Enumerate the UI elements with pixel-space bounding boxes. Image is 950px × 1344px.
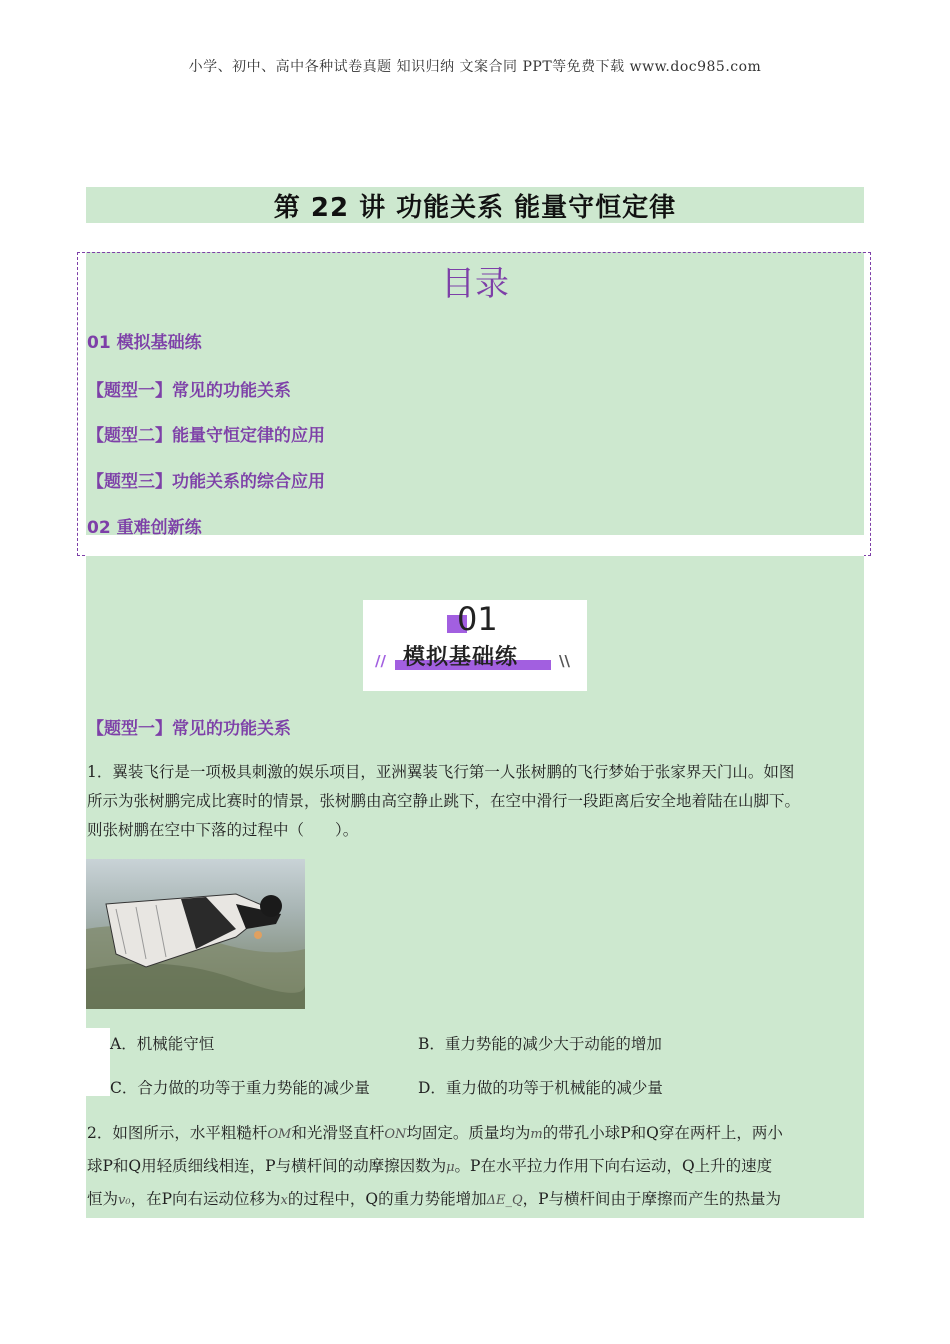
q2-line-3-a: 恒为 xyxy=(87,1190,119,1208)
toc-item-5[interactable]: 02 重难创新练 xyxy=(87,518,202,538)
badge-number: 01 xyxy=(457,600,498,638)
q2-line-3-c: 的过程中，Q的重力势能增加 xyxy=(287,1190,487,1208)
lesson-title-bar xyxy=(86,187,864,223)
toc-item-4[interactable]: 【题型三】功能关系的综合应用 xyxy=(87,472,325,492)
page-header: 小学、初中、高中各种试卷真题 知识归纳 文案合同 PPT等免费下载 www.doc985.com xyxy=(188,59,762,75)
badge-label: 模拟基础练 xyxy=(403,645,519,670)
q2-line-2-a: 球P和Q用轻质细线相连，P与横杆间的动摩擦因数为 xyxy=(87,1157,447,1175)
q2-line-3 xyxy=(87,1185,862,1215)
q1-option-c[interactable]: C．合力做的功等于重力势能的减少量 xyxy=(110,1079,370,1097)
toc-item-3[interactable]: 【题型二】能量守恒定律的应用 xyxy=(87,426,325,446)
q2-line-3-d: ，P与横杆间由于摩擦而产生的热量为 xyxy=(522,1190,782,1208)
badge-slash-right: \\ xyxy=(559,652,570,670)
question-type-heading: 【题型一】常见的功能关系 xyxy=(87,719,291,739)
q1-line-3: 则张树鹏在空中下落的过程中（ ）。 xyxy=(87,821,359,839)
q2-line-1 xyxy=(87,1119,862,1149)
q2-line-1-b: 和光滑竖直杆 xyxy=(291,1124,385,1142)
q1-line-1: 1．翼装飞行是一项极具刺激的娱乐项目，亚洲翼装飞行第一人张树鹏的飞行梦始于张家界天门山。如图 xyxy=(87,763,795,781)
q2-math-x: x xyxy=(280,1193,288,1208)
toc-bottom-strip xyxy=(86,535,864,556)
q2-math-delta-e: ΔE_Q xyxy=(486,1193,523,1208)
q2-line-1-c: 均固定。质量均为 xyxy=(406,1124,531,1142)
q2-line-3-b: ，在P向右运动位移为 xyxy=(130,1190,281,1208)
q1-line-2: 所示为张树鹏完成比赛时的情景，张树鹏由高空静止跳下，在空中滑行一段距离后安全地着陆在山脚下。 xyxy=(87,792,801,810)
q1-option-a[interactable]: A．机械能守恒 xyxy=(110,1035,215,1053)
q2-line-2-b: 。P在水平拉力作用下向右运动，Q上升的速度 xyxy=(454,1157,773,1175)
toc-title: 目录 xyxy=(441,264,509,304)
q2-math-mu: μ xyxy=(446,1160,455,1175)
options-left-strip xyxy=(86,1028,110,1096)
lesson-title: 第 22 讲 功能关系 能量守恒定律 xyxy=(273,192,677,223)
q1-option-b[interactable]: B．重力势能的减少大于动能的增加 xyxy=(418,1035,662,1053)
q1-option-d[interactable]: D．重力做的功等于机械能的减少量 xyxy=(418,1079,663,1097)
toc-item-2[interactable]: 【题型一】常见的功能关系 xyxy=(87,381,291,401)
badge-slash-left: // xyxy=(375,652,386,670)
wingsuit-photo xyxy=(86,859,305,1009)
q2-math-on: ON xyxy=(384,1127,407,1142)
toc-item-1[interactable]: 01 模拟基础练 xyxy=(87,333,202,353)
q2-math-om: OM xyxy=(267,1127,292,1142)
q2-math-v0: v₀ xyxy=(118,1193,131,1208)
q2-line-1-d: 的带孔小球P和Q穿在两杆上，两小 xyxy=(542,1124,783,1142)
section-badge xyxy=(363,600,587,691)
q2-math-m: m xyxy=(530,1127,543,1142)
q2-line-1-a: 2．如图所示，水平粗糙杆 xyxy=(87,1124,268,1142)
q2-line-2 xyxy=(87,1152,862,1182)
